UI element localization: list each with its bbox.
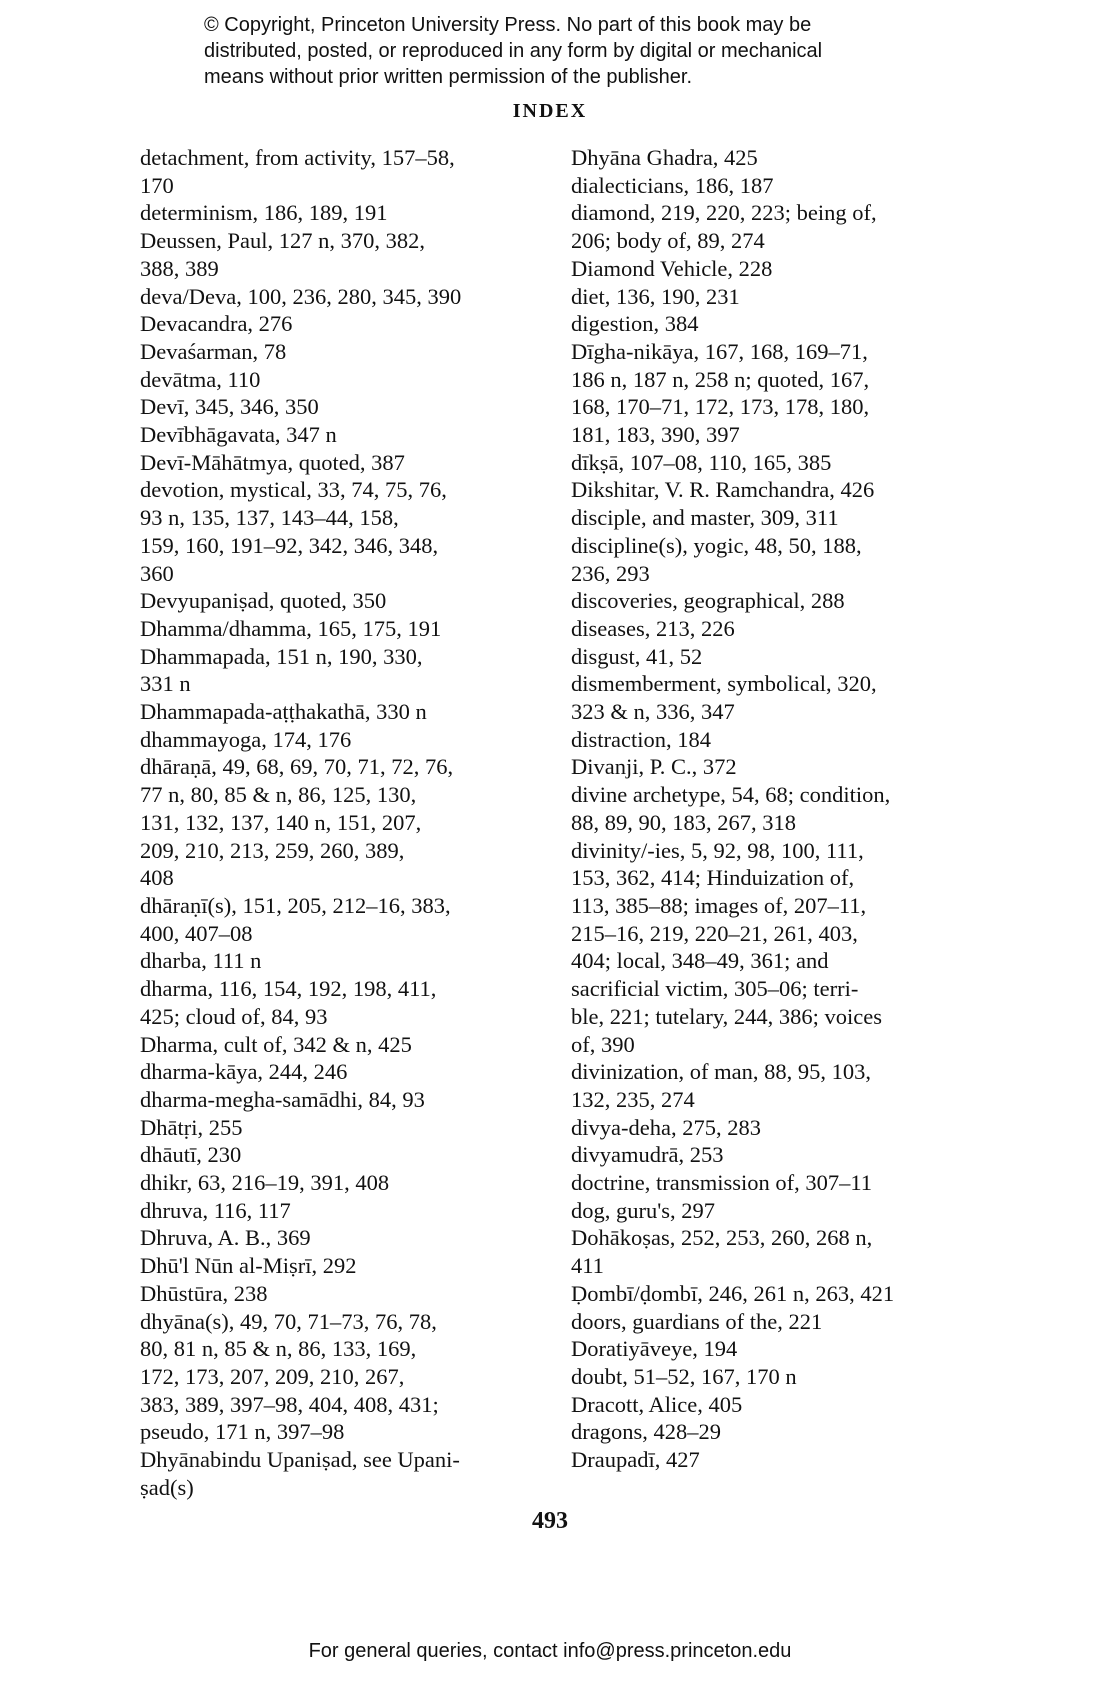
index-entry: [140, 975, 560, 1030]
index-entry-line: dhikr, 63, 216–19, 391, 408: [140, 1170, 390, 1196]
index-entry: [571, 172, 991, 200]
index-entry-line: deva/Deva, 100, 236, 280, 345, 390: [140, 283, 462, 309]
index-entry: [571, 753, 991, 781]
index-entry: [571, 144, 991, 172]
index-entry: [140, 283, 560, 311]
index-entry-line: divyamudrā, 253: [571, 1142, 724, 1168]
index-entry: [140, 892, 560, 947]
index-column-right: [571, 144, 991, 1474]
index-entry-line: of, 390: [571, 1031, 635, 1057]
index-entry-line: Deussen, Paul, 127 n, 370, 382,: [140, 228, 425, 254]
index-entry-line: diet, 136, 190, 231: [571, 283, 740, 309]
index-entry: [140, 366, 560, 394]
index-entry-line: 411: [571, 1253, 604, 1279]
footer-contact: For general queries, contact info@press.princeton.edu: [308, 1640, 792, 1662]
index-entry-line: Dīgha-nikāya, 167, 168, 169–71,: [571, 338, 868, 364]
index-entry-line: Dhū'l Nūn al-Miṣrī, 292: [140, 1253, 357, 1279]
index-entry-line: 168, 170–71, 172, 173, 178, 180,: [571, 394, 870, 420]
index-entry: [140, 698, 560, 726]
index-entry-line: 186 n, 187 n, 258 n; quoted, 167,: [571, 366, 870, 392]
index-entry: [140, 753, 560, 892]
index-entry-line: Dikshitar, V. R. Ramchandra, 426: [571, 477, 875, 503]
index-entry-line: dharma-megha-samādhi, 84, 93: [140, 1086, 425, 1112]
index-entry-line: devotion, mystical, 33, 74, 75, 76,: [140, 477, 447, 503]
index-entry: [571, 283, 991, 311]
index-entry-line: Devaśarman, 78: [140, 338, 287, 364]
index-entry: [140, 1031, 560, 1059]
index-entry-line: 323 & n, 336, 347: [571, 699, 735, 725]
index-entry-line: divya-deha, 275, 283: [571, 1114, 761, 1140]
index-entry-line: Dracott, Alice, 405: [571, 1391, 743, 1417]
index-entry-line: 80, 81 n, 85 & n, 86, 133, 169,: [140, 1336, 417, 1362]
copyright-line: © Copyright, Princeton University Press. No part of this book may be: [204, 14, 812, 36]
index-entry-line: Divanji, P. C., 372: [571, 754, 737, 780]
index-entry: [571, 504, 991, 532]
index-entry: [571, 255, 991, 283]
index-entry: [571, 1197, 991, 1225]
index-entry-line: dhāutī, 230: [140, 1142, 242, 1168]
index-entry: [571, 1335, 991, 1363]
index-entry: [140, 1086, 560, 1114]
index-entry: [140, 1252, 560, 1280]
index-entry: [571, 1169, 991, 1197]
index-entry-line: Ḍombī/ḍombī, 246, 261 n, 263, 421: [571, 1280, 895, 1306]
index-entry-line: divinization, of man, 88, 95, 103,: [571, 1059, 871, 1085]
index-entry-line: Dhammapada, 151 n, 190, 330,: [140, 643, 423, 669]
index-entry: [571, 1224, 991, 1279]
index-entry: [571, 1141, 991, 1169]
index-entry: [571, 338, 991, 449]
index-entry-line: Dhruva, A. B., 369: [140, 1225, 311, 1251]
index-entry-line: 400, 407–08: [140, 920, 253, 946]
index-entry: [140, 587, 560, 615]
index-column-left: [140, 144, 560, 1501]
index-entry-line: Devībhāgavata, 347 n: [140, 422, 337, 448]
copyright-line: distributed, posted, or reproduced in any form by digital or mechanical: [204, 40, 823, 62]
index-entry-line: 153, 362, 414; Hinduization of,: [571, 865, 855, 891]
index-entry-line: detachment, from activity, 157–58,: [140, 145, 455, 170]
index-entry-line: Dhātṛi, 255: [140, 1114, 243, 1140]
index-entry-line: dragons, 428–29: [571, 1419, 721, 1445]
index-entry: [571, 726, 991, 754]
index-entry-line: 131, 132, 137, 140 n, 151, 207,: [140, 809, 422, 835]
index-entry: [571, 1391, 991, 1419]
index-entry-line: divinity/-ies, 5, 92, 98, 100, 111,: [571, 837, 864, 863]
index-entry-line: discoveries, geographical, 288: [571, 588, 845, 614]
index-entry: [140, 338, 560, 366]
index-entry-line: ble, 221; tutelary, 244, 386; voices: [571, 1003, 882, 1029]
index-entry: [140, 199, 560, 227]
index-entry: [571, 1418, 991, 1446]
copyright-line: means without prior written permission of the publisher.: [204, 66, 693, 88]
index-entry-line: disciple, and master, 309, 311: [571, 505, 839, 531]
index-entry-line: 181, 183, 390, 397: [571, 422, 740, 448]
index-entry: [571, 476, 991, 504]
index-entry-line: dhruva, 116, 117: [140, 1197, 291, 1223]
index-entry-line: dhyāna(s), 49, 70, 71–73, 76, 78,: [140, 1308, 437, 1334]
index-entry-line: Dharma, cult of, 342 & n, 425: [140, 1031, 412, 1057]
index-entry: [140, 421, 560, 449]
index-entry: [571, 643, 991, 671]
index-entry-line: dīkṣā, 107–08, 110, 165, 385: [571, 449, 832, 475]
index-entry-line: Doratiyāveye, 194: [571, 1336, 738, 1362]
index-entry-line: dialecticians, 186, 187: [571, 172, 774, 198]
index-entry-line: distraction, 184: [571, 726, 711, 752]
index-entry: [140, 1141, 560, 1169]
copyright-notice: [204, 12, 924, 90]
index-entry: [140, 1224, 560, 1252]
index-entry-line: 236, 293: [571, 560, 650, 586]
index-entry: [571, 670, 991, 725]
index-entry: [571, 1363, 991, 1391]
index-entry-line: determinism, 186, 189, 191: [140, 200, 388, 226]
index-entry-line: divine archetype, 54, 68; condition,: [571, 782, 891, 808]
index-entry-line: 159, 160, 191–92, 342, 346, 348,: [140, 532, 439, 558]
index-entry: [571, 1280, 991, 1308]
index-entry-line: 206; body of, 89, 274: [571, 228, 765, 254]
index-entry-line: 132, 235, 274: [571, 1086, 695, 1112]
index-entry-line: 404; local, 348–49, 361; and: [571, 948, 829, 974]
index-entry: [140, 1169, 560, 1197]
index-entry-line: Dhyānabindu Upaniṣad, see Upani-: [140, 1447, 460, 1473]
index-entry-line: 383, 389, 397–98, 404, 408, 431;: [140, 1391, 439, 1417]
index-entry-line: dharma-kāya, 244, 246: [140, 1059, 348, 1085]
index-entry: [571, 615, 991, 643]
index-entry-line: 425; cloud of, 84, 93: [140, 1003, 328, 1029]
index-entry-line: 388, 389: [140, 255, 219, 281]
index-entry: [140, 947, 560, 975]
index-entry-line: digestion, 384: [571, 311, 699, 337]
index-entry: [571, 310, 991, 338]
index-entry: [571, 1308, 991, 1336]
index-entry-line: doubt, 51–52, 167, 170 n: [571, 1363, 797, 1389]
index-entry: [571, 781, 991, 836]
index-entry: [571, 1058, 991, 1113]
index-entry: [571, 199, 991, 254]
index-entry-line: dharma, 116, 154, 192, 198, 411,: [140, 976, 437, 1002]
index-entry: [140, 310, 560, 338]
index-entry: [571, 1446, 991, 1474]
index-entry-line: dhammayoga, 174, 176: [140, 726, 352, 752]
index-entry: [571, 587, 991, 615]
index-entry-line: devātma, 110: [140, 366, 261, 392]
index-entry-line: doors, guardians of the, 221: [571, 1308, 823, 1334]
index-entry-line: 215–16, 219, 220–21, 261, 403,: [571, 920, 858, 946]
index-entry: [140, 1058, 560, 1086]
index-entry-line: Dhamma/dhamma, 165, 175, 191: [140, 615, 442, 641]
index-entry: [140, 476, 560, 587]
index-entry: [140, 643, 560, 698]
index-entry-line: dhāraṇī(s), 151, 205, 212–16, 383,: [140, 892, 451, 918]
index-entry-line: diamond, 219, 220, 223; being of,: [571, 200, 877, 226]
index-entry: [140, 1280, 560, 1308]
index-entry: [571, 837, 991, 1059]
index-entry-line: 113, 385–88; images of, 207–11,: [571, 892, 867, 918]
index-entry-line: sacrificial victim, 305–06; terri-: [571, 976, 859, 1002]
index-entry: [140, 1308, 560, 1447]
index-entry-line: Devī-Māhātmya, quoted, 387: [140, 449, 405, 475]
index-entry-line: Dhyāna Ghadra, 425: [571, 145, 758, 170]
index-entry-line: 88, 89, 90, 183, 267, 318: [571, 809, 796, 835]
index-entry: [140, 144, 560, 199]
index-entry: [140, 726, 560, 754]
index-entry: [140, 1446, 560, 1501]
index-entry-line: Devyupaniṣad, quoted, 350: [140, 588, 387, 614]
index-entry-line: pseudo, 171 n, 397–98: [140, 1419, 345, 1445]
index-entry-line: diseases, 213, 226: [571, 615, 735, 641]
index-entry-line: 172, 173, 207, 209, 210, 267,: [140, 1363, 405, 1389]
index-entry-line: doctrine, transmission of, 307–11: [571, 1170, 873, 1196]
index-entry: [571, 1114, 991, 1142]
index-entry: [140, 1197, 560, 1225]
page-number: 493: [532, 1508, 568, 1534]
index-entry-line: 331 n: [140, 671, 191, 697]
index-entry-line: Dhūstūra, 238: [140, 1280, 268, 1306]
index-entry: [140, 1114, 560, 1142]
index-entry-line: disgust, 41, 52: [571, 643, 703, 669]
index-entry: [140, 449, 560, 477]
index-entry: [571, 532, 991, 587]
index-entry-line: dharba, 111 n: [140, 948, 262, 974]
index-entry-line: discipline(s), yogic, 48, 50, 188,: [571, 532, 862, 558]
index-entry: [571, 449, 991, 477]
page-title: INDEX: [512, 100, 588, 122]
index-entry-line: Devī, 345, 346, 350: [140, 394, 319, 420]
index-entry: [140, 615, 560, 643]
index-entry-line: 170: [140, 172, 174, 198]
index-entry-line: Diamond Vehicle, 228: [571, 255, 773, 281]
index-entry: [140, 227, 560, 282]
index-entry-line: Dhammapada-aṭṭhakathā, 330 n: [140, 699, 427, 725]
index-entry-line: 408: [140, 865, 174, 891]
index-entry-line: dismemberment, symbolical, 320,: [571, 671, 877, 697]
index-entry-line: Draupadī, 427: [571, 1447, 700, 1473]
index-entry-line: 77 n, 80, 85 & n, 86, 125, 130,: [140, 782, 417, 808]
index-entry-line: Devacandra, 276: [140, 311, 293, 337]
index-entry-line: 93 n, 135, 137, 143–44, 158,: [140, 505, 399, 531]
index-entry-line: ṣad(s): [140, 1474, 194, 1500]
index-entry-line: dhāraṇā, 49, 68, 69, 70, 71, 72, 76,: [140, 754, 454, 780]
index-entry-line: 360: [140, 560, 174, 586]
index-entry-line: Dohākoṣas, 252, 253, 260, 268 n,: [571, 1225, 873, 1251]
index-entry-line: 209, 210, 213, 259, 260, 389,: [140, 837, 405, 863]
index-entry: [140, 393, 560, 421]
index-entry-line: dog, guru's, 297: [571, 1197, 716, 1223]
